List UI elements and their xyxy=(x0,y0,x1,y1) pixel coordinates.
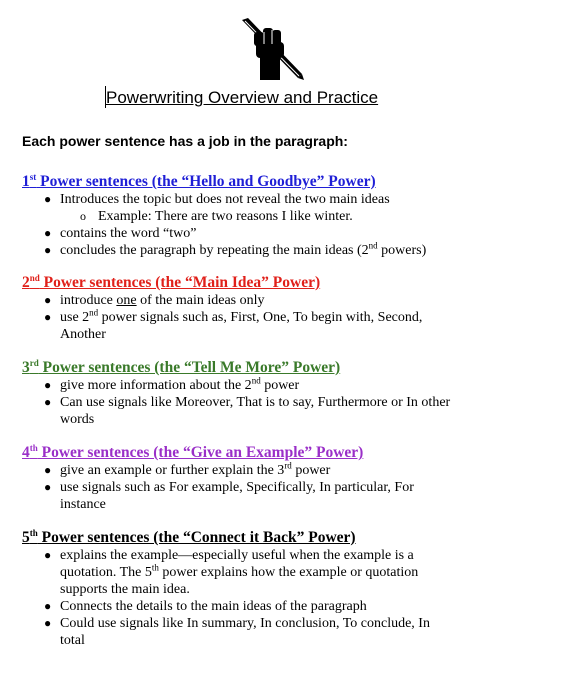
list-item: ● contains the word “two” xyxy=(44,226,197,241)
section-1-list xyxy=(22,191,542,259)
section-5-heading: 5th Power sentences (the “Connect it Back” Power) xyxy=(22,527,356,546)
page-title: Powerwriting Overview and Practice xyxy=(106,88,379,107)
list-item: ● Introduces the topic but does not reveal the two main ideas xyxy=(44,192,390,207)
section-3-heading: 3rd Power sentences (the “Tell Me More” Power) xyxy=(22,357,341,376)
section-2-list xyxy=(22,292,542,343)
list-item: ● use signals such as For example, Specifically, In particular, For instance xyxy=(44,480,414,512)
section-2 xyxy=(22,273,542,343)
section-2-heading: 2nd Power sentences (the “Main Idea” Power) xyxy=(22,272,321,291)
list-item-sub: o Example: There are two reasons I like winter. xyxy=(80,209,353,224)
raised-fist-pencil-icon xyxy=(236,18,304,80)
list-item: ● give an example or further explain the 3rd power xyxy=(44,460,331,478)
list-item: ● Can use signals like Moreover, That is to say, Furthermore or In other words xyxy=(44,395,451,427)
section-3-list xyxy=(22,377,542,428)
section-4-list xyxy=(22,462,542,513)
list-item: ● use 2nd power signals such as, First, One, To begin with, Second, Another xyxy=(44,307,423,342)
list-item: ● introduce one of the main ideas only xyxy=(44,293,265,308)
list-item: ● Could use signals like In summary, In conclusion, To conclude, In total xyxy=(44,616,430,648)
list-item: ● concludes the paragraph by repeating the main ideas (2nd powers) xyxy=(44,240,427,258)
list-item: ● give more information about the 2nd power xyxy=(44,375,300,393)
section-1 xyxy=(22,172,542,259)
section-1-heading: 1st Power sentences (the “Hello and Goodbye” Power) xyxy=(22,171,376,190)
section-5 xyxy=(22,528,542,649)
section-3 xyxy=(22,358,542,428)
section-5-list xyxy=(22,547,542,649)
list-item: ● Connects the details to the main ideas of the paragraph xyxy=(44,599,367,614)
list-item: ● explains the example—especially useful when the example is a quotation. The 5th power explains how the example or quotation supports the main idea. xyxy=(44,548,419,597)
section-4-heading: 4th Power sentences (the “Give an Example” Power) xyxy=(22,442,364,461)
section-4 xyxy=(22,443,542,513)
intro-text: Each power sentence has a job in the paragraph: xyxy=(22,133,348,149)
